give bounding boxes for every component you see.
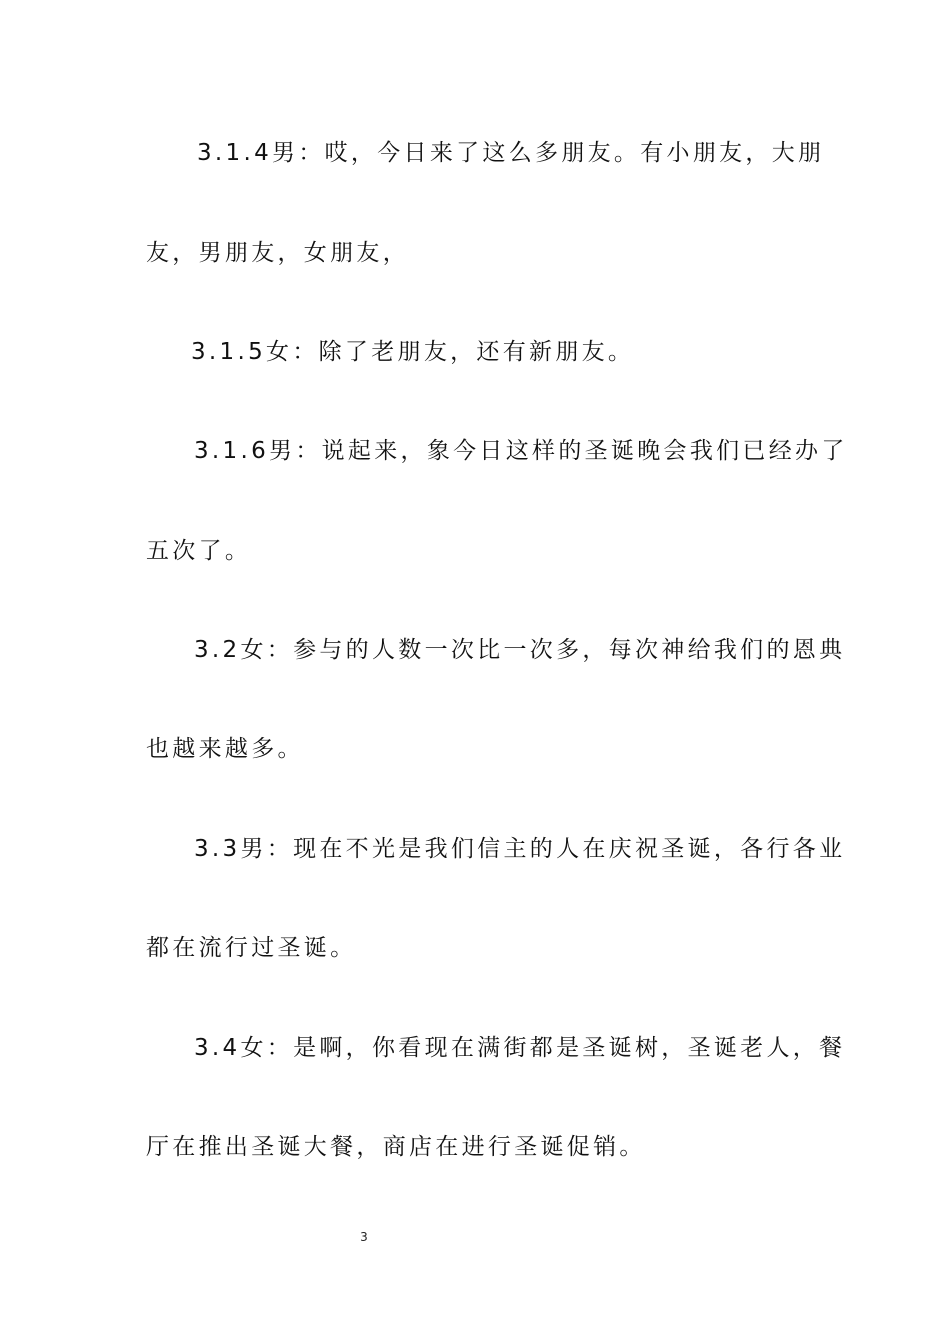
paragraph-3-4-line-1: 3.4女：是啊，你看现在满街都是圣诞树，圣诞老人，餐	[194, 1035, 846, 1061]
paragraph-3-3-line-2: 都在流行过圣诞。	[146, 935, 357, 961]
page-number: 3	[360, 1230, 368, 1244]
paragraph-3-1-4-line-1: 3.1.4男：哎，今日来了这么多朋友。有小朋友，大朋	[197, 140, 825, 166]
paragraph-3-4-line-2: 厅在推出圣诞大餐，商店在进行圣诞促销。	[146, 1134, 646, 1160]
paragraph-3-1-6-line-2: 五次了。	[146, 538, 252, 564]
paragraph-3-3-line-1: 3.3男：现在不光是我们信主的人在庆祝圣诞，各行各业	[194, 836, 846, 862]
paragraph-3-2-line-1: 3.2女：参与的人数一次比一次多，每次神给我们的恩典	[194, 637, 846, 663]
paragraph-3-1-5: 3.1.5女：除了老朋友，还有新朋友。	[191, 339, 635, 365]
paragraph-3-1-4-line-2: 友，男朋友，女朋友，	[146, 240, 409, 266]
paragraph-3-2-line-2: 也越来越多。	[146, 736, 304, 762]
paragraph-3-1-6-line-1: 3.1.6男：说起来，象今日这样的圣诞晚会我们已经办了	[194, 438, 848, 464]
